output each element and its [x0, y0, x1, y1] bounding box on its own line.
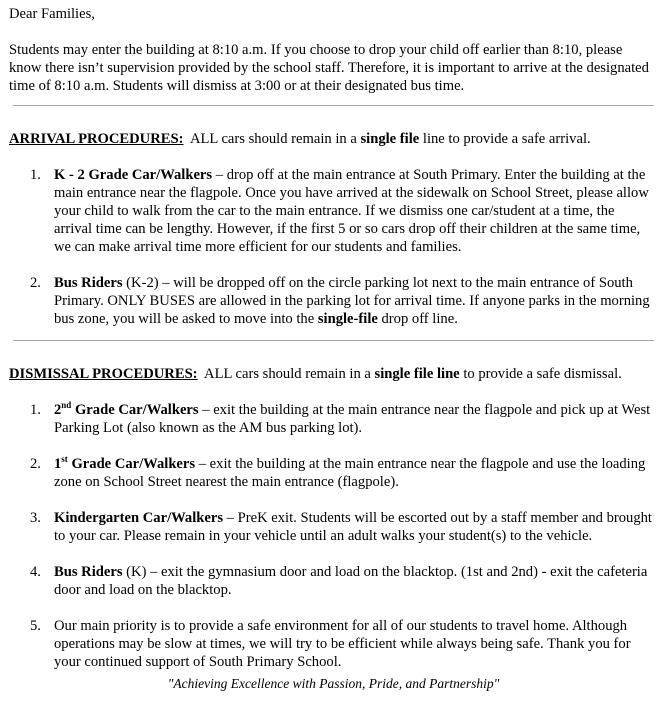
list-number: 3. — [30, 510, 41, 526]
greeting: Dear Families, — [9, 6, 95, 22]
intro-paragraph: Students may enter the building at 8:10 a.m. If you choose to drop your child off earlier than 8:10, please know there isn’t supervision provided by the school staff. Therefore, it is important to arrive at the designated time of 8:10 a.m. Students will dismiss at 3:00 or at their designated bus time. — [9, 42, 649, 94]
item-text: – PreK exit. Students will be escorted out by a staff member and brought to your car. Please remain in your vehicle until an adult walks your student(s) to the vehicle. — [54, 510, 652, 544]
item-title: Grade Car/Walkers — [71, 402, 199, 418]
item-ordinal-suffix: st — [61, 454, 68, 465]
item-grade-number: 2 — [54, 402, 62, 418]
item-text-end: drop off line. — [377, 311, 458, 327]
item-text: – drop off at the main entrance at South Primary. Enter the building at the main entrance near the flagpole. Once you have arrived at the sidewalk on School Street, please allow your child to walk from the car to the main entrance. If we dismiss one car/student at a time, the arrival time can be lengthy. However, if the first 5 or so cars drop off their children at the same time, we can make arrival time more efficient for our students and families. — [54, 167, 649, 255]
list-item — [9, 274, 658, 328]
list-number: 1. — [30, 402, 41, 418]
school-motto: "Achieving Excellence with Passion, Pride, and Partnership" — [167, 676, 500, 691]
dismissal-list — [9, 401, 658, 671]
dismissal-lead-bold: single file line — [374, 366, 460, 382]
list-item — [9, 401, 658, 437]
item-title: Kindergarten Car/Walkers — [54, 510, 224, 526]
item-text: Our main priority is to provide a safe environment for all of our students to travel home. Although operations may be slow at times, we will try to be efficient while always being safe. Thank you for your continued support of South Primary School. — [54, 618, 631, 670]
item-title: K - 2 Grade Car/Walkers — [54, 167, 213, 183]
arrival-lead-bold: single file — [360, 131, 420, 147]
dismissal-lead-pre: ALL cars should remain in a — [197, 366, 375, 382]
item-text: – exit the building at the main entrance near the flagpole and use the loading zone on School Street nearest the main entrance (flagpole). — [54, 456, 646, 490]
list-item — [9, 509, 658, 545]
item-bold-inline: single-file — [317, 311, 378, 327]
list-item — [9, 455, 658, 491]
item-text: (K) – exit the gymnasium door and load on the blacktop. (1st and 2nd) - exit the cafeteria door and load on the blacktop. — [54, 564, 648, 598]
item-text: – exit the building at the main entrance near the flagpole and pick up at West Parking Lot (also known as the AM bus parking lot). — [54, 402, 651, 436]
arrival-title: ARRIVAL PROCEDURES: — [9, 131, 184, 147]
list-item — [9, 617, 658, 671]
item-grade-number: 1 — [54, 456, 62, 472]
arrival-lead-post: line to provide a safe arrival. — [419, 131, 591, 147]
list-number: 1. — [30, 167, 41, 183]
item-ordinal-suffix: nd — [61, 400, 72, 411]
divider — [13, 340, 654, 341]
item-title: Bus Riders — [54, 564, 123, 580]
list-number: 2. — [30, 275, 41, 291]
list-number: 5. — [30, 618, 41, 634]
arrival-lead-pre: ALL cars should remain in a — [183, 131, 361, 147]
arrival-heading — [9, 130, 658, 148]
dismissal-title: DISMISSAL PROCEDURES: — [9, 366, 198, 382]
list-item — [9, 563, 658, 599]
item-text: (K-2) – will be dropped off on the circle parking lot next to the main entrance of South Primary. ONLY BUSES are allowed in the parking lot for arrival time. If anyone parks in the morning bus zone, you will be asked to move into the — [54, 275, 650, 327]
arrival-list — [9, 166, 658, 328]
item-title: Grade Car/Walkers — [67, 456, 196, 472]
divider — [13, 105, 654, 106]
dismissal-heading — [9, 365, 658, 383]
list-number: 4. — [30, 564, 41, 580]
list-item — [9, 166, 658, 256]
dismissal-lead-post: to provide a safe dismissal. — [459, 366, 622, 382]
list-number: 2. — [30, 456, 41, 472]
item-title: Bus Riders — [54, 275, 123, 291]
